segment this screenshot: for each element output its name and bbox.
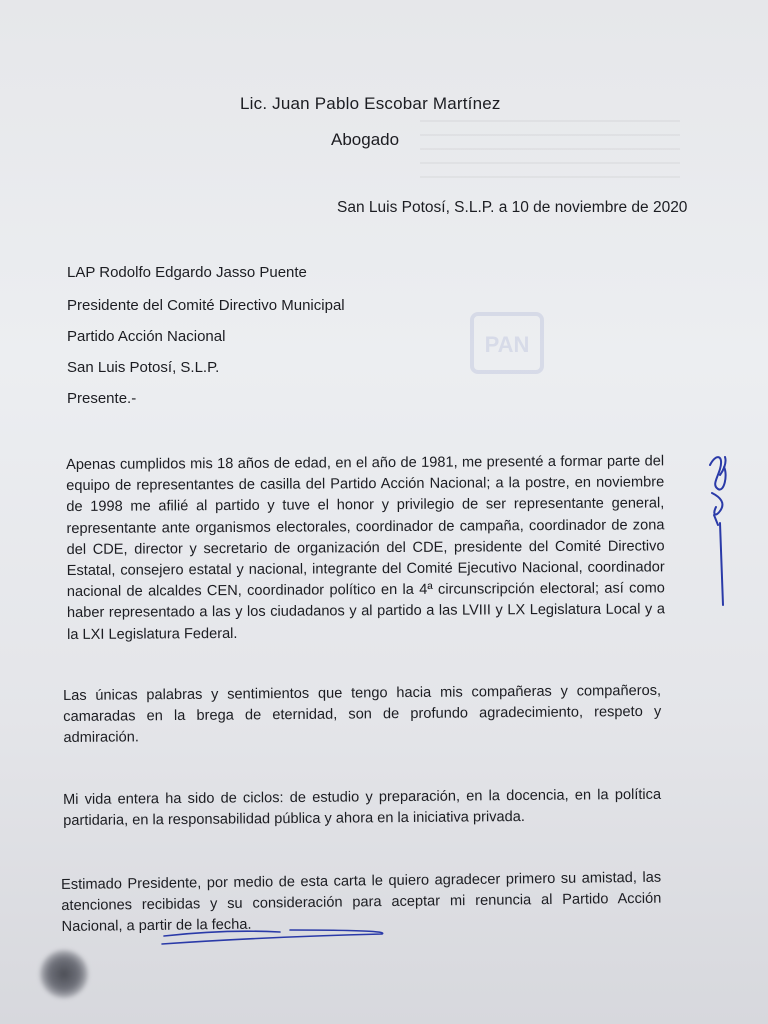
addressee-city: San Luis Potosí, S.L.P. bbox=[67, 359, 220, 376]
body-paragraph: Las únicas palabras y sentimientos que tengo hacia mis compañeras y compañeros, camaradas en la brega de eternidad, son de profundo agradecimiento, respeto y admiración. bbox=[63, 682, 662, 747]
closing-paragraph: Estimado Presidente, por medio de esta carta le quiero agradecer primero su amistad, las atenciones recibidas y su consideración para aceptar mi renuncia al Partido Acción Nacional, a partir de la fecha. bbox=[61, 869, 662, 936]
pan-logo-text: PAN bbox=[484, 332, 530, 357]
pan-logo-watermark bbox=[470, 312, 544, 374]
handwritten-signature bbox=[690, 445, 750, 615]
date-line: San Luis Potosí, S.L.P. a 10 de noviembre de 2020 bbox=[337, 199, 688, 216]
letterhead-title: Abogado bbox=[331, 130, 400, 149]
addressee-organization: Partido Acción Nacional bbox=[67, 328, 226, 345]
body-paragraph: Apenas cumplidos mis 18 años de edad, en el año de 1981, me presenté a formar parte del equipo de representantes de casilla del Partido Acción Nacional; a la postre, en noviembre de 1998 me afilié al partido y tuve el honor y privilegio de ser representante general, representante ante organismos electorales, coordinador de campaña, coordinador de zona del CDE, director y secretario de organización del CDE, presidente del Comité Directivo Estatal, consejero estatal y nacional, integrante del Comité Ejecutivo Nacional, coordinador nacional de alcaldes CEN, coordinador político en la 4ª circunscripción electoral; así como haber representado a las y los ciudadanos y al partido a las LVIII y LX Legislatura Local y a la LXI Legislatura Federal. bbox=[66, 453, 666, 643]
addressee-name: LAP Rodolfo Edgardo Jasso Puente bbox=[67, 264, 307, 281]
addressee-position: Presidente del Comité Directivo Municipal bbox=[67, 297, 345, 314]
body-paragraph: Mi vida entera ha sido de ciclos: de estudio y preparación, en la docencia, en la política partidaria, en la responsabilidad pública y ahora en la iniciativa privada. bbox=[63, 786, 662, 830]
letterhead-name: Lic. Juan Pablo Escobar Martínez bbox=[240, 94, 501, 113]
addressee-greeting: Presente.- bbox=[67, 390, 137, 407]
finger-shadow bbox=[40, 950, 88, 998]
pen-underline bbox=[160, 920, 390, 950]
bleed-through-text bbox=[420, 120, 680, 180]
